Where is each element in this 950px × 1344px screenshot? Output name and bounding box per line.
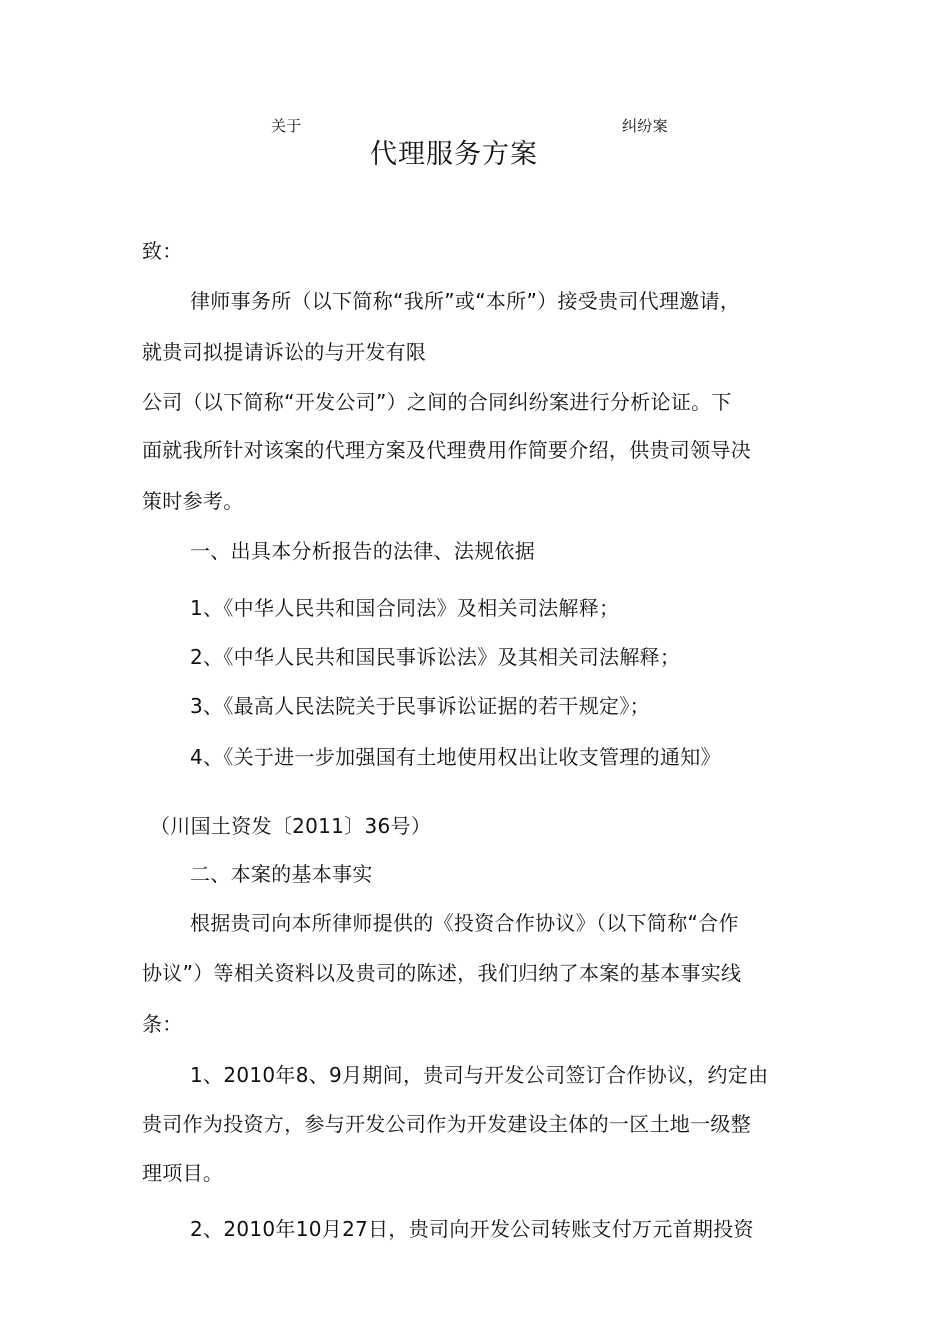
intro-line-3: 公司（以下简称“开发公司”）之间的合同纠纷案进行分析论证。下 bbox=[142, 390, 732, 414]
document-title: 代理服务方案 bbox=[370, 139, 538, 170]
section-2-heading: 二、本案的基本事实 bbox=[190, 862, 373, 886]
fact-2-line-1: 2、2010年10月27日，贵司向开发公司转账支付万元首期投资 bbox=[190, 1217, 754, 1241]
law-item-4: 4、《关于进一步加强国有土地使用权出让收支管理的通知》 bbox=[190, 745, 721, 769]
facts-intro-line-1: 根据贵司向本所律师提供的《投资合作协议》（以下简称“合作 bbox=[190, 911, 739, 935]
salutation: 致： bbox=[142, 239, 183, 263]
law-item-2: 2、《中华人民共和国民事诉讼法》及其相关司法解释； bbox=[190, 645, 681, 669]
law-item-1: 1、《中华人民共和国合同法》及相关司法解释； bbox=[190, 596, 620, 620]
fact-1-line-2: 贵司作为投资方，参与开发公司作为开发建设主体的一区土地一级整 bbox=[142, 1112, 751, 1136]
header-dispute-case: 纠纷案 bbox=[622, 117, 668, 135]
section-1-heading: 一、出具本分析报告的法律、法规依据 bbox=[190, 539, 536, 563]
header-about: 关于 bbox=[271, 117, 302, 135]
fact-1-line-1: 1、2010年8、9月期间，贵司与开发公司签订合作协议，约定由 bbox=[190, 1063, 769, 1087]
intro-line-5: 策时参考。 bbox=[142, 489, 244, 513]
law-item-3: 3、《最高人民法院关于民事诉讼证据的若干规定》； bbox=[190, 694, 650, 718]
law-item-4-continuation: （川国土资发〔2011〕36号） bbox=[150, 814, 432, 838]
facts-intro-line-2: 协议”）等相关资料以及贵司的陈述，我们归纳了本案的基本事实线 bbox=[142, 961, 742, 985]
facts-intro-line-3: 条： bbox=[142, 1012, 183, 1036]
intro-line-2: 就贵司拟提请诉讼的与开发有限 bbox=[142, 340, 427, 364]
intro-line-4: 面就我所针对该案的代理方案及代理费用作简要介绍，供贵司领导决 bbox=[142, 438, 751, 462]
fact-1-line-3: 理项目。 bbox=[142, 1161, 224, 1185]
intro-line-1: 律师事务所（以下简称“我所”或“本所”）接受贵司代理邀请， bbox=[190, 289, 741, 313]
